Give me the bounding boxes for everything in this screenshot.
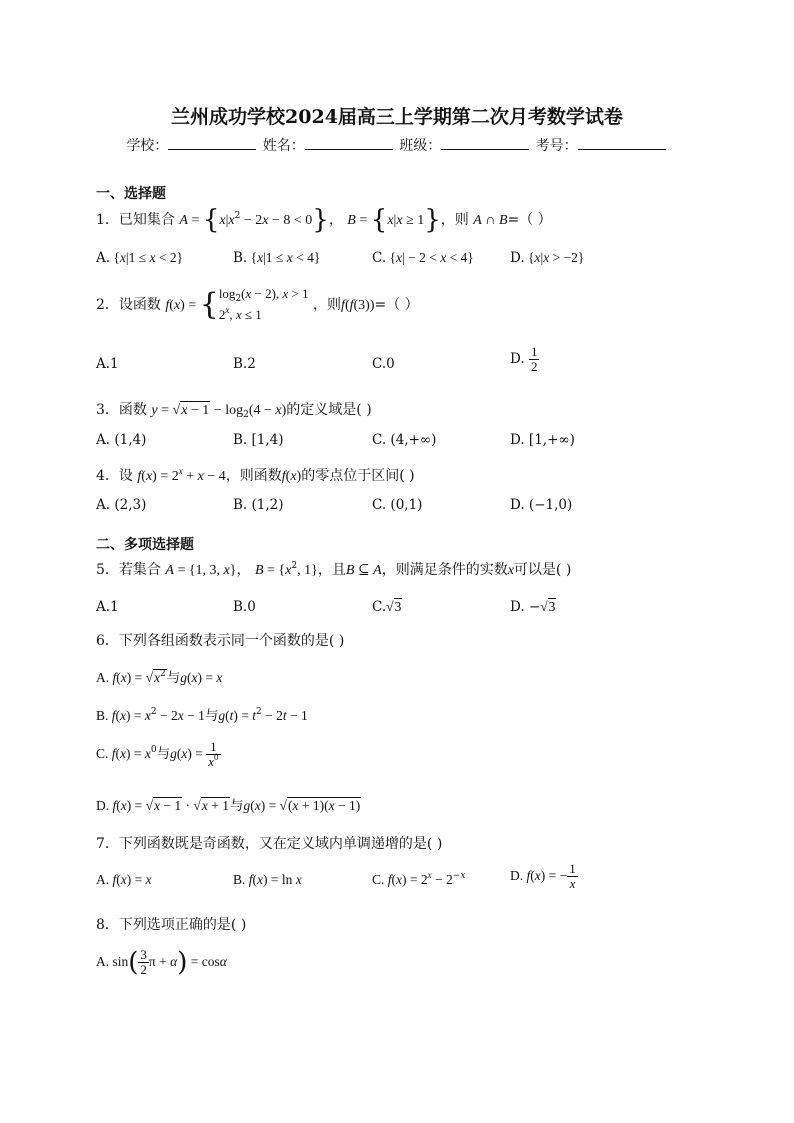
q5-tail2: ，则满足条件的实数 — [381, 562, 508, 578]
q2-end: =（ ） — [374, 297, 419, 313]
name-label: 姓名： — [262, 138, 305, 154]
q2-option-a[interactable]: A.1 — [96, 356, 119, 372]
q3-option-a[interactable]: A. (1,4) — [96, 432, 147, 448]
q4-option-d[interactable]: D. (−1,0) — [510, 497, 573, 513]
school-label: 学校： — [126, 138, 169, 154]
q6-option-d[interactable]: D. f(x) = √x − 1 · √x + 1与g(x) = √(x + 1)(x − 1) — [96, 798, 361, 814]
q7-option-d[interactable]: D. f(x) = − $\frac{1}{x}$ — [510, 861, 576, 891]
q4-tail: 的零点位于区间( ) — [301, 468, 415, 484]
q5-option-b[interactable]: B.0 — [233, 599, 256, 615]
q7-option-c[interactable]: C. $f(x) = 2^x - 2^{-x}$ — [372, 870, 466, 887]
q1-mid: ， — [328, 212, 343, 228]
q4-mid: ，则函数 — [225, 468, 282, 484]
q5-tail3: 可以是( ) — [513, 562, 572, 578]
q3-option-d[interactable]: D. [1,+∞) — [510, 432, 575, 448]
school-blank[interactable] — [168, 136, 256, 150]
q1-option-a[interactable]: A. {x|1 ≤ x < 2} — [96, 250, 184, 266]
q2-stem: 2．设函数 — [96, 297, 161, 313]
q1-stem: 1．已知集合 — [96, 212, 175, 228]
q3-option-c[interactable]: C. (4,+∞) — [372, 432, 437, 448]
q6-option-a[interactable]: A. $f(x) = √x^2$与g(x) = x — [96, 669, 223, 686]
q1-tail: ，则 — [440, 212, 469, 228]
page-title: 兰州成功学校2024届高三上学期第二次月考数学试卷 — [171, 106, 623, 128]
question-3: 3．函数 $y = √x - 1 - \log_2(4 - x)$的定义域是( ) — [96, 402, 372, 420]
q1-option-b[interactable]: B. {x|1 ≤ x < 4} — [233, 250, 321, 266]
q2-option-d[interactable]: D. $\frac{1}{2}$ — [510, 344, 538, 374]
q4-option-c[interactable]: C. (0,1) — [372, 497, 423, 513]
q2-option-b[interactable]: B.2 — [233, 356, 256, 372]
q6-option-b[interactable]: B. $f(x) = x^2 - 2x - 1$与$g(t) = t^2 - 2t - 1$ — [96, 707, 308, 724]
q2-tail: ，则 — [313, 297, 342, 313]
q5-tail: ，且 — [317, 562, 346, 578]
section-heading-1: 一、选择题 — [96, 186, 166, 202]
q4-option-a[interactable]: A. (2,3) — [96, 497, 147, 513]
q8-option-a[interactable]: A. sin( $\frac{3}{2}$ π + α) = cosα — [96, 947, 227, 978]
q1-option-c[interactable]: C. {x| − 2 < x < 4} — [372, 250, 474, 266]
class-label: 班级： — [399, 138, 442, 154]
question-6: 6．下列各组函数表示同一个函数的是( ) — [96, 633, 345, 649]
number-blank[interactable] — [578, 136, 666, 150]
class-blank[interactable] — [441, 136, 529, 150]
q2-option-c[interactable]: C.0 — [372, 356, 395, 372]
question-8: 8．下列选项正确的是( ) — [96, 917, 247, 933]
student-info-line — [0, 135, 794, 155]
q7-option-b[interactable]: B. f(x) = ln x — [233, 872, 302, 887]
section-heading-2: 二、多项选择题 — [96, 537, 194, 553]
q5-stem: 5．若集合 — [96, 562, 161, 578]
number-label: 考号： — [535, 138, 578, 154]
question-2: 2．设函数 f(x) = { $\log_2(x - 2)$, x > 1 2$^x$, x ≤ 1 ，则f(f(3))=（ ） — [96, 286, 419, 322]
q3-tail: 的定义域是( ) — [286, 402, 372, 418]
q4-option-b[interactable]: B. (1,2) — [233, 497, 284, 513]
q5-option-a[interactable]: A.1 — [96, 599, 119, 615]
q5-option-c[interactable]: C.√3 — [372, 599, 402, 615]
q7-option-a[interactable]: A. f(x) = x — [96, 872, 152, 887]
q1-end: =（ ） — [507, 212, 552, 228]
name-blank[interactable] — [305, 136, 393, 150]
q1-option-d[interactable]: D. {x|x > −2} — [510, 250, 585, 266]
question-5: 5．若集合 A = {1, 3, x}， $B = \{x^2$, 1}，且B ⊆ A，则满足条件的实数x可以是( ) — [96, 561, 572, 578]
q3-stem: 3．函数 — [96, 402, 147, 418]
q3-option-b[interactable]: B. [1,4) — [233, 432, 284, 448]
question-1: 1．已知集合 $A = \{x|x^2 - 2x - 8 < 0\}$， B = {x|x ≥ 1}，则 A ∩ B=（ ） — [96, 205, 552, 235]
q5-mid: ， — [236, 562, 251, 578]
q4-stem: 4．设 — [96, 468, 133, 484]
q6-option-c[interactable]: C. $f(x) = x^0$与g(x) = $\frac{1}{x^0}$ — [96, 739, 219, 769]
question-4: 4．设 $f(x) = 2^x + x - 4$，则函数f(x)的零点位于区间( ) — [96, 466, 415, 484]
q5-option-d[interactable]: D. −√3 — [510, 599, 556, 615]
question-7: 7．下列函数既是奇函数，又在定义域内单调递增的是( ) — [96, 836, 443, 852]
